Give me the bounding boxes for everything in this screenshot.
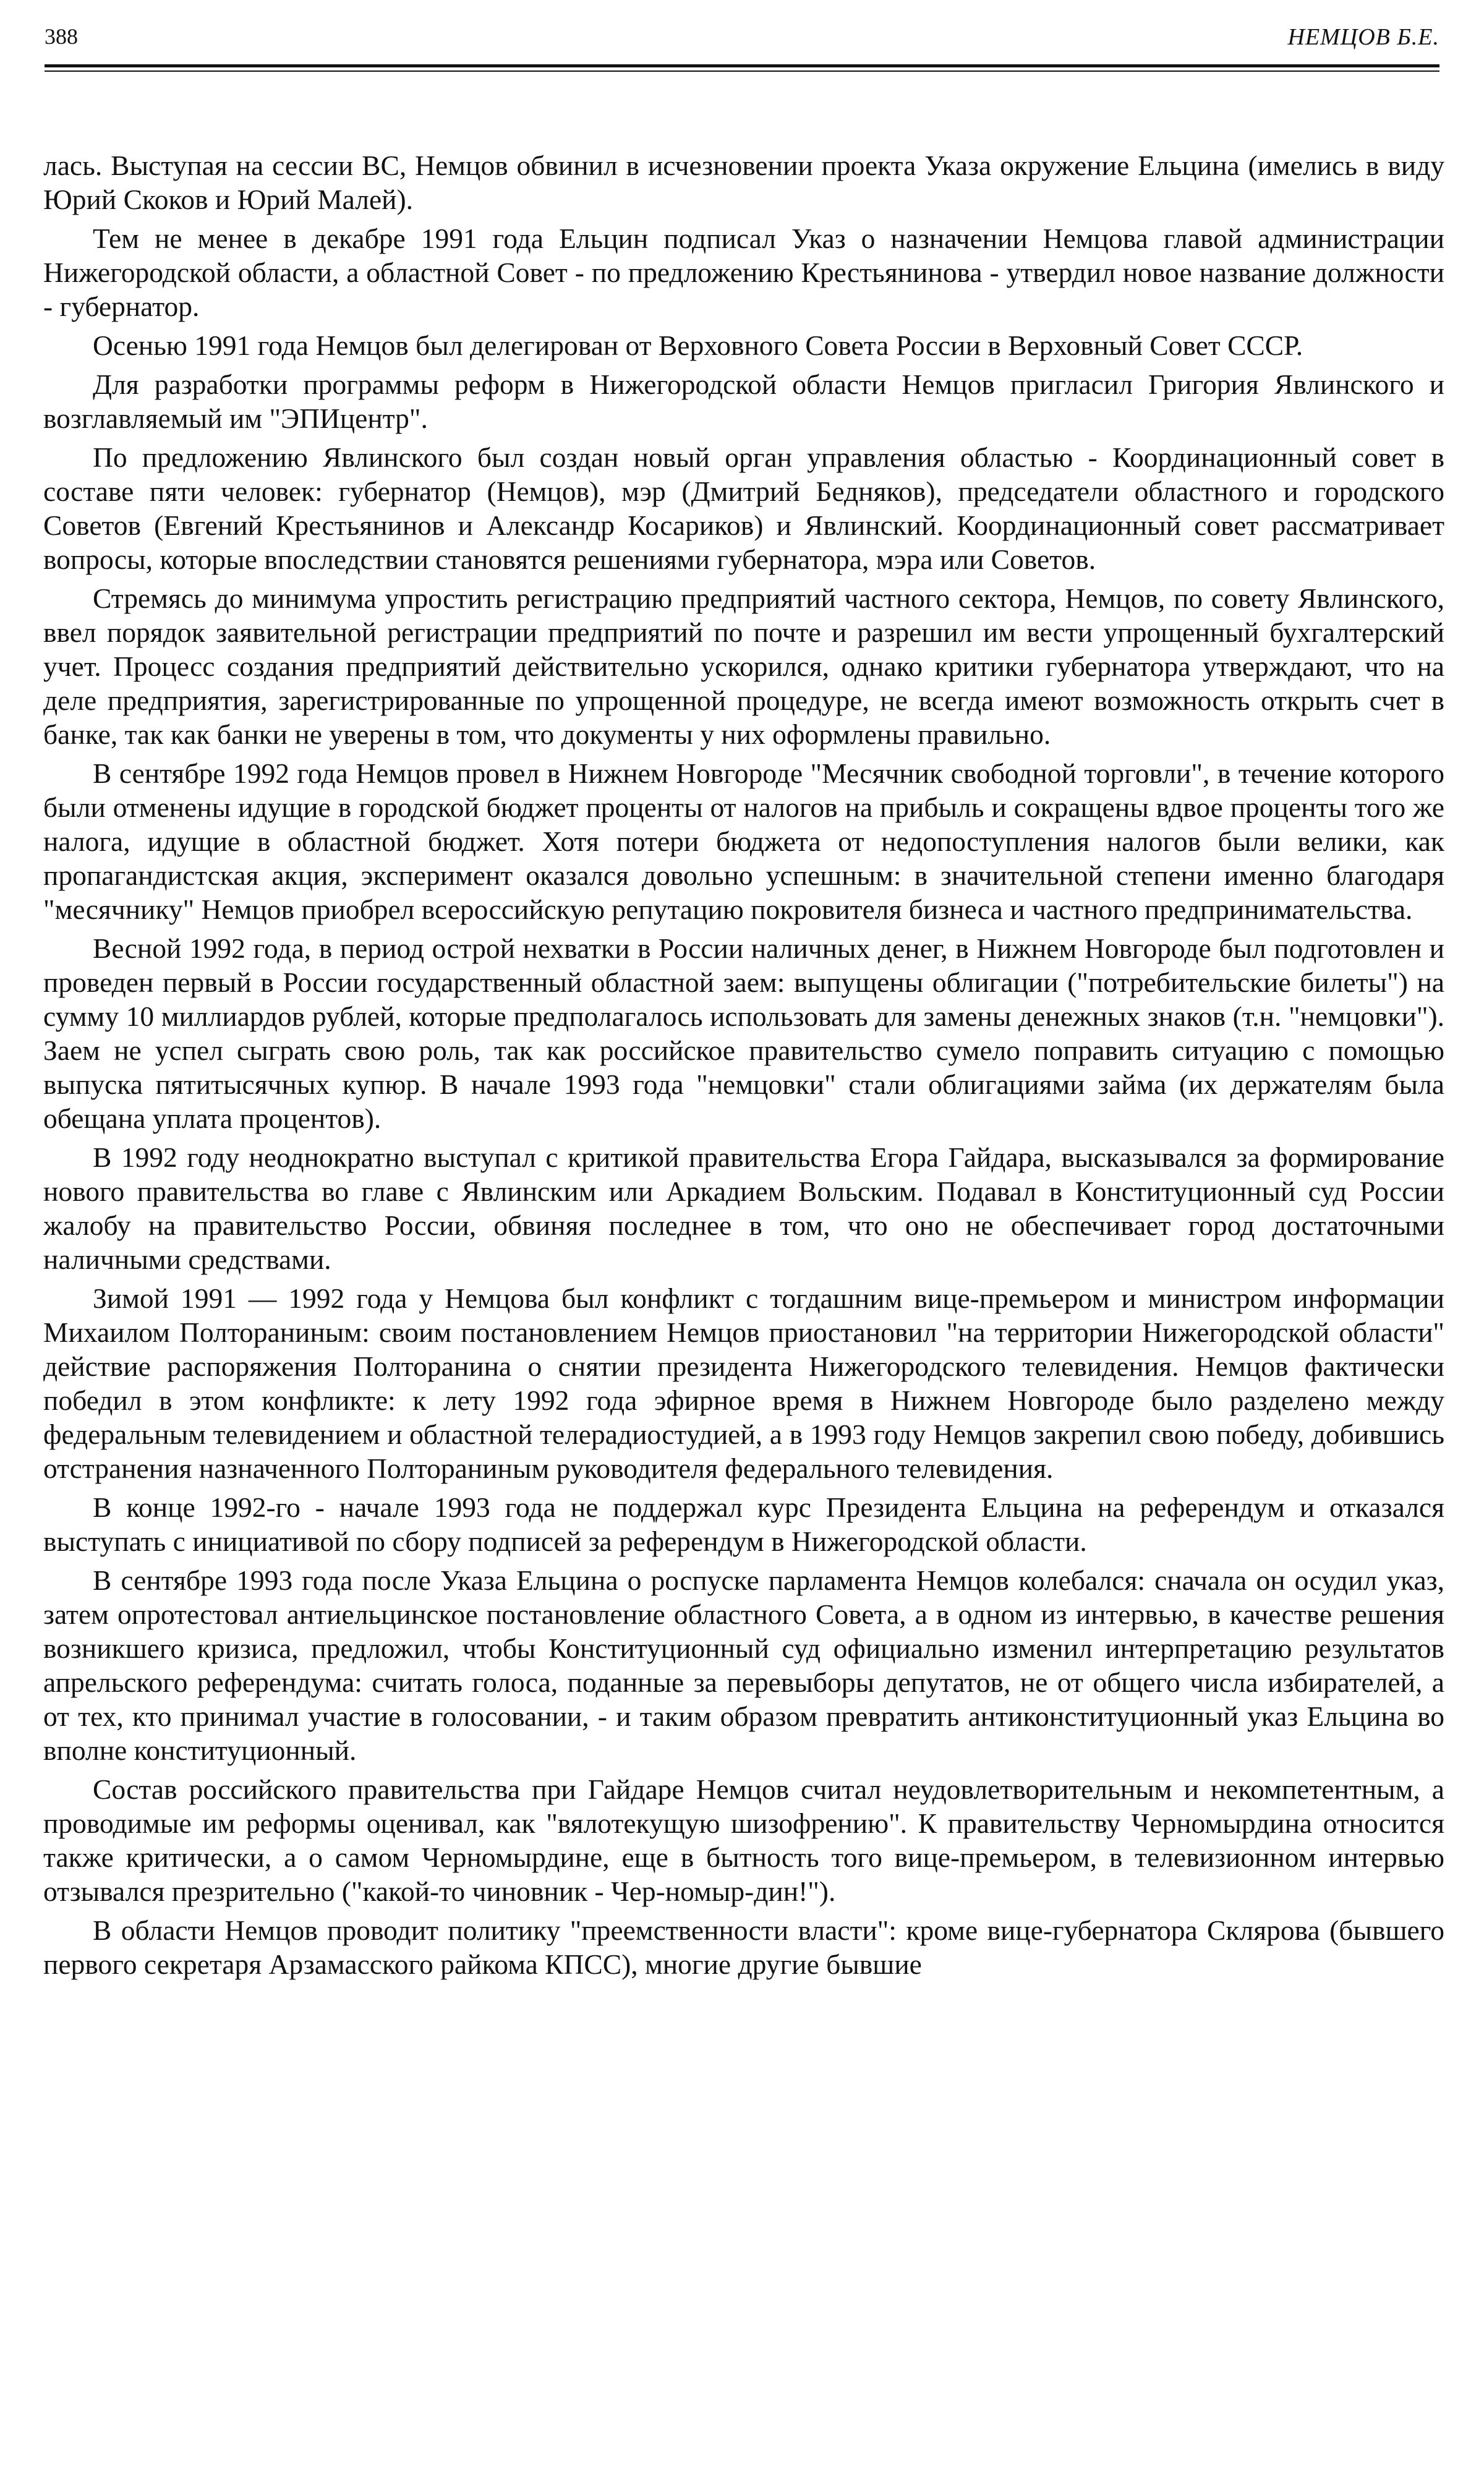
running-title: НЕМЦОВ Б.Е. [1287, 24, 1439, 50]
header-rule-thin [45, 70, 1439, 72]
paragraph: Осенью 1991 года Немцов был делегирован от Верховного Совета России в Верховный Совет СССР. [93, 330, 1303, 361]
page-number: 388 [45, 24, 78, 49]
paragraph: лась. Выступая на сессии ВС, Немцов обвинил в исчезновении проекта Указа окружение Ельцина (имелись в виду Юрий Скоков и Юрий Малей). [43, 150, 1444, 215]
paragraph: Состав российского правительства при Гайдаре Немцов считал неудовлетворительным и некомпетентным, а проводимые им реформы оценивал, как "вялотекущую шизофрению". К правительству Черномырдина относится также критически, а о самом Черномырдине, еще в бытность того вице-премьером, в телевизионном интервью отзывался презрительно ("какой-то чиновник - Чер-номыр-дин!"). [43, 1773, 1444, 1907]
page-header [45, 19, 1439, 62]
paragraph: Зимой 1991 — 1992 года у Немцова был конфликт с тогдашним вице-премьером и министром информации Михаилом Полтораниным: своим постановлением Немцов приостановил "на территории Нижегородской области" действие распоряжения Полторанина о снятии президента Нижегородского телевидения. Немцов фактически победил в этом конфликте: к лету 1992 года эфирное время в Нижнем Новгороде было разделено между федеральным телевидением и областной телерадиостудией, а в 1993 году Немцов закрепил свою победу, добившись отстранения назначенного Полтораниным руководителя федерального телевидения. [43, 1282, 1444, 1484]
paragraph: В сентябре 1993 года после Указа Ельцина о роспуске парламента Немцов колебался: сначала он осудил указ, затем опротестовал антиельцинское постановление областного Совета, а в одном из интервью, в качестве решения возникшего кризиса, предложил, чтобы Конституционный суд официально изменил интерпретацию результатов апрельского референдума: считать голоса, поданные за перевыборы депутатов, не от общего числа избирателей, а от тех, кто принимал участие в голосовании, - и таким образом превратить антиконституционный указ Ельцина во вполне конституционный. [43, 1564, 1444, 1766]
paragraph: По предложению Явлинского был создан новый орган управления областью - Координационный совет в составе пяти человек: губернатор (Немцов), мэр (Дмитрий Бедняков), председатели областного и городского Советов (Евгений Крестьянинов и Александр Косариков) и Явлинский. Координационный совет рассматривает вопросы, которые впоследствии становятся решениями губернатора, мэра или Советов. [43, 442, 1444, 575]
paragraph: В конце 1992-го - начале 1993 года не поддержал курс Президента Ельцина на референдум и отказался выступать с инициативой по сбору подписей за референдум в Нижегородской области. [43, 1491, 1444, 1557]
paragraph: Весной 1992 года, в период острой нехватки в России наличных денег, в Нижнем Новгороде был подготовлен и проведен первый в России государственный областной заем: выпущены облигации ("потребительские билеты") на сумму 10 миллиардов рублей, которые предполагалось использовать для замены денежных знаков (т.н. "немцовки"). Заем не успел сыграть свою роль, так как российское правительство сумело поправить ситуацию с помощью выпуска пятитысячных купюр. В начале 1993 года "немцовки" стали облигациями займа (их держателям была обещана уплата процентов). [43, 932, 1444, 1134]
body-text [43, 148, 1444, 1986]
paragraph: В области Немцов проводит политику "преемственности власти": кроме вице-губернатора Склярова (бывшего первого секретаря Арзамасского райкома КПСС), многие другие бывшие [43, 1914, 1444, 1980]
paragraph: В 1992 году неоднократно выступал с критикой правительства Егора Гайдара, высказывался за формирование нового правительства во главе с Явлинским или Аркадием Вольским. Подавал в Конституционный суд России жалобу на правительство России, обвиняя последнее в том, что оно не обеспечивает город достаточными наличными средствами. [43, 1141, 1444, 1275]
paragraph: Тем не менее в декабре 1991 года Ельцин подписал Указ о назначении Немцова главой администрации Нижегородской области, а областной Совет - по предложению Крестьянинова - утвердил новое название должности - губернатор. [43, 223, 1444, 322]
paragraph: Для разработки программы реформ в Нижегородской области Немцов пригласил Григория Явлинского и возглавляемый им "ЭПИцентр". [43, 369, 1444, 434]
paragraph: Стремясь до минимума упростить регистрацию предприятий частного сектора, Немцов, по совету Явлинского, ввел порядок заявительной регистрации предприятий по почте и разрешил им вести упрощенный бухгалтерский учет. Процесс создания предприятий действительно ускорился, однако критики губернатора утверждают, что на деле предприятия, зарегистрированные по упрощенной процедуре, не всегда имеют возможность открыть счет в банке, так как банки не уверены в том, что документы у них оформлены правильно. [43, 582, 1444, 750]
header-rule-thick [45, 64, 1439, 67]
paragraph: В сентябре 1992 года Немцов провел в Нижнем Новгороде "Месячник свободной торговли", в течение которого были отменены идущие в городской бюджет проценты от налогов на прибыль и сокращены вдвое проценты того же налога, идущие в областной бюджет. Хотя потери бюджета от недопоступления налогов были велики, как пропагандистская акция, эксперимент оказался довольно успешным: в значительной степени именно благодаря "месячнику" Немцов приобрел всероссийскую репутацию покровителя бизнеса и частного предпринимательства. [43, 757, 1444, 925]
